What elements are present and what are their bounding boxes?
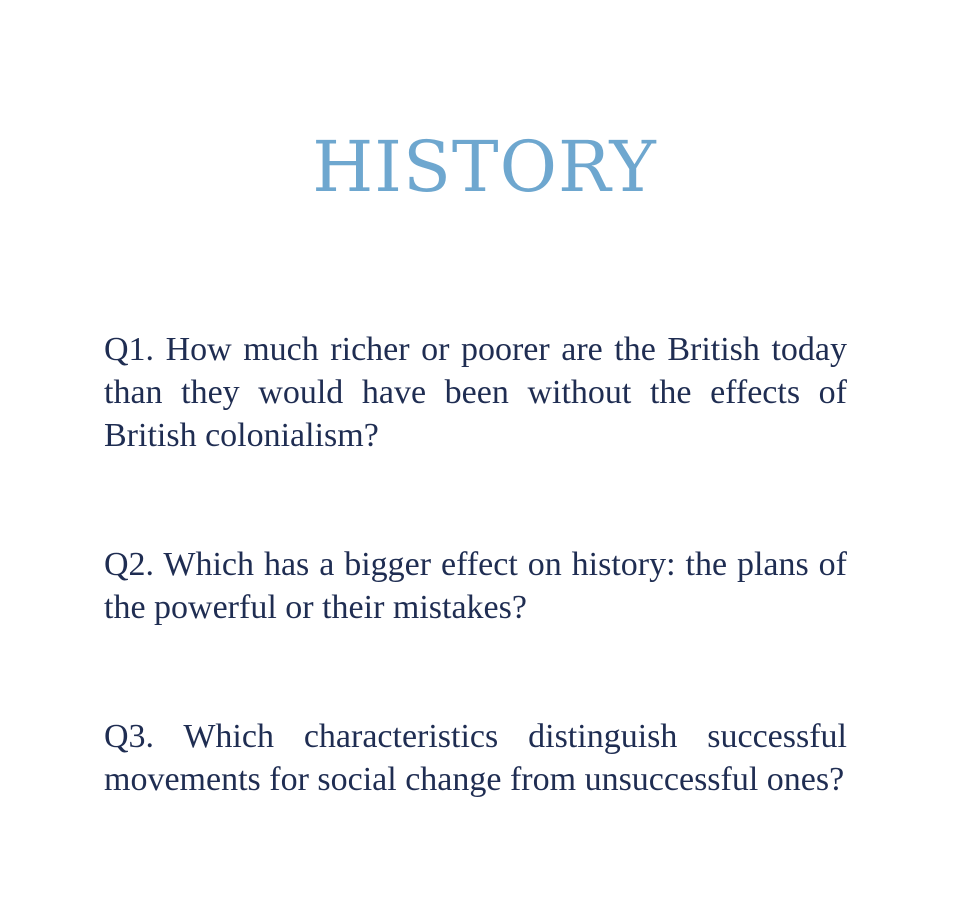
page-title: HISTORY — [312, 125, 657, 208]
question-2: Q2. Which has a bigger effect on history: the plans of the powerful or their mistakes? — [104, 546, 847, 626]
question-1: Q1. How much richer or poorer are the British today than they would have been without the effects of British colonialism? — [104, 331, 847, 454]
question-3: Q3. Which characteristics distinguish successful movements for social change from unsuccessful ones? — [104, 718, 847, 798]
